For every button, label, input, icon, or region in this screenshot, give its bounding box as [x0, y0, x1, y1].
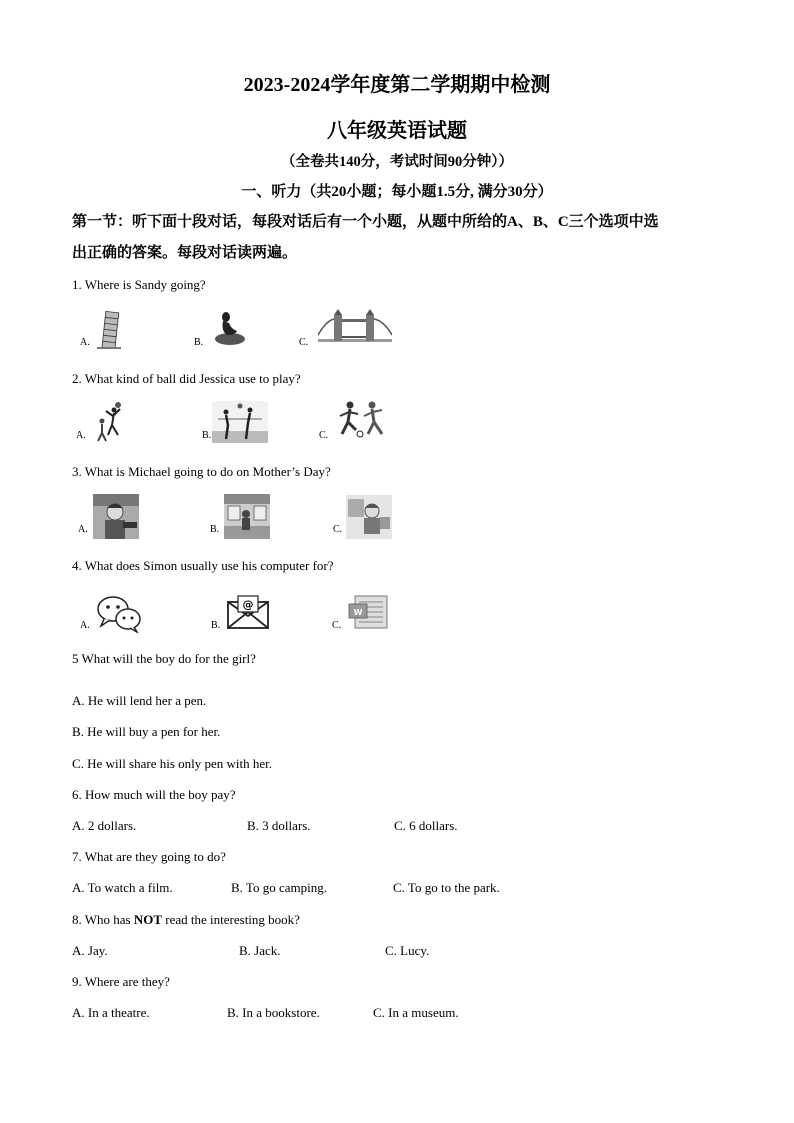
market-scene-icon: [224, 494, 270, 539]
svg-text:@: @: [242, 598, 254, 611]
volleyball-players-icon: [212, 401, 268, 443]
question-9: 9. Where are they?: [72, 974, 170, 989]
q2-option-b-label: B.: [202, 430, 212, 441]
q7-option-a: A. To watch a film.: [72, 880, 173, 895]
question-5: 5 What will the boy do for the girl?: [72, 651, 256, 666]
question-2: 2. What kind of ball did Jessica use to play?: [72, 371, 301, 386]
q4-option-c-label: C.: [332, 620, 342, 631]
q5-option-b: B. He will buy a pen for her.: [72, 724, 221, 739]
q5-option-c: C. He will share his only pen with her.: [72, 756, 273, 771]
q8-not-emphasis: NOT: [133, 912, 163, 927]
q3-option-a-label: A.: [78, 524, 88, 535]
q8-option-c: C. Lucy.: [385, 943, 430, 958]
leaning-tower-icon: [93, 308, 125, 350]
q9-option-b: B. In a bookstore.: [227, 1005, 320, 1020]
question-1: 1. Where is Sandy going?: [72, 277, 206, 292]
q7-option-b: B. To go camping.: [231, 880, 327, 895]
q8-text-after: read the interesting book?: [162, 912, 300, 927]
question-4: 4. What does Simon usually use his computer for?: [72, 558, 334, 573]
q1-option-b-label: B.: [194, 337, 204, 348]
svg-text:W: W: [353, 608, 363, 617]
q1-option-a-label: A.: [80, 337, 90, 348]
q5-option-a: A. He will lend her a pen.: [72, 693, 207, 708]
q7-option-c: C. To go to the park.: [393, 880, 500, 895]
football-players-icon: [334, 400, 390, 442]
question-3: 3. What is Michael going to do on Mother’s Day?: [72, 464, 331, 479]
q9-option-a: A. In a theatre.: [72, 1005, 150, 1020]
q6-option-a: A. 2 dollars.: [72, 818, 137, 833]
q4-option-a-label: A.: [80, 620, 90, 631]
tower-bridge-icon: [318, 309, 392, 349]
page-subtitle: 八年级英语试题: [327, 120, 467, 142]
question-7: 7. What are they going to do?: [72, 849, 226, 864]
word-document-icon: [345, 594, 391, 632]
q6-option-c: C. 6 dollars.: [394, 818, 458, 833]
cooking-boy-icon: [93, 494, 139, 539]
q8-option-b: B. Jack.: [239, 943, 281, 958]
exam-note: （全卷共140分，考试时间90分钟））: [281, 154, 513, 170]
q3-option-c-label: C.: [333, 524, 343, 535]
section-title: 一、听力（共20小题；每小题1.5分, 满分30分）: [241, 184, 553, 200]
page-title: 2023-2024学年度第二学期期中检测: [243, 74, 551, 96]
q2-option-c-label: C.: [319, 430, 329, 441]
question-6: 6. How much will the boy pay?: [72, 787, 236, 802]
instruction-line-2: 出正确的答案。每段对话读两遍。: [72, 245, 298, 261]
q3-option-b-label: B.: [210, 524, 220, 535]
email-envelope-icon: [226, 594, 270, 630]
question-8: [72, 912, 300, 928]
basketball-players-icon: [92, 401, 130, 443]
q1-option-c-label: C.: [299, 337, 309, 348]
q4-option-b-label: B.: [211, 620, 221, 631]
q8-text-before: 8. Who has: [72, 912, 134, 927]
chat-bubbles-icon: [96, 595, 142, 633]
mermaid-statue-icon: [213, 309, 247, 345]
q8-option-a: A. Jay.: [72, 943, 108, 958]
q2-option-a-label: A.: [76, 430, 86, 441]
cleaning-boy-icon: [346, 495, 392, 539]
q9-option-c: C. In a museum.: [373, 1005, 459, 1020]
q6-option-b: B. 3 dollars.: [247, 818, 311, 833]
instruction-line-1: 第一节：听下面十段对话，每段对话后有一个小题，从题中所给的A、B、C三个选项中选: [72, 214, 659, 230]
